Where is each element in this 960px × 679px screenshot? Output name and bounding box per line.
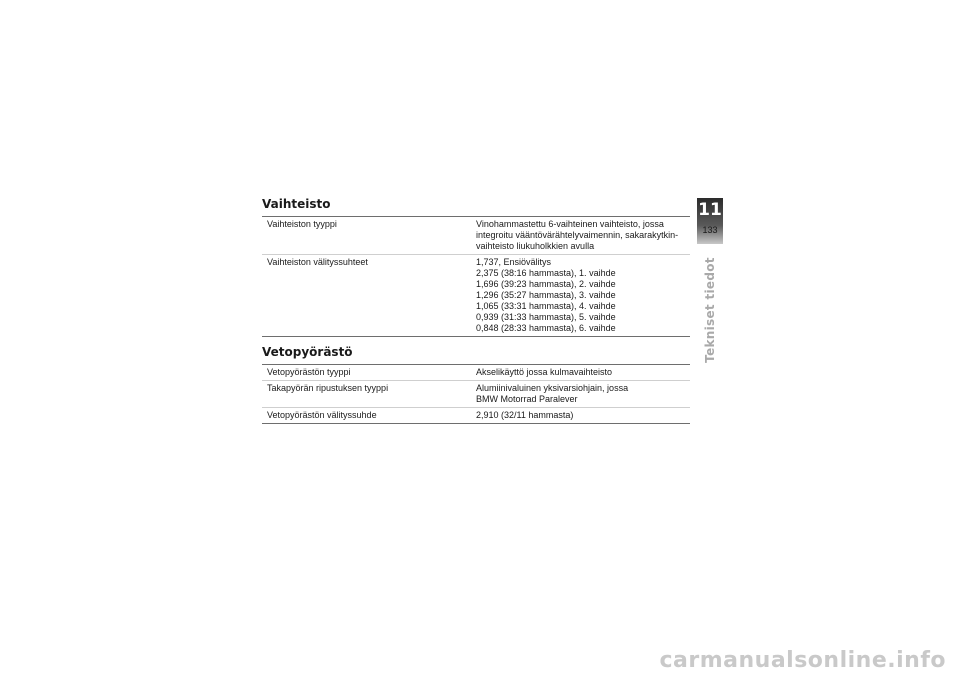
section-vaihteisto bbox=[262, 197, 690, 337]
page-number: 133 bbox=[702, 225, 718, 235]
spec-value-line: Vinohammastettu 6-vaihteinen vaihteisto, jossa bbox=[476, 219, 664, 229]
table-row bbox=[262, 408, 690, 424]
chapter-number: 11 bbox=[698, 200, 722, 220]
watermark: carmanualsonline.info bbox=[659, 648, 946, 673]
spec-value-line: integroitu vääntövärähtelyvaimennin, sakarakytkin- bbox=[476, 230, 679, 240]
section-vetopyorasto bbox=[262, 345, 690, 424]
spec-value-line: 1,696 (39:23 hammasta), 2. vaihde bbox=[476, 279, 616, 289]
table-row bbox=[262, 217, 690, 255]
spec-table bbox=[262, 216, 690, 337]
spec-value bbox=[471, 381, 690, 408]
chapter-side-title: Tekniset tiedot bbox=[703, 257, 717, 363]
section-title: Vetopyörästö bbox=[262, 345, 353, 359]
chapter-tab bbox=[697, 198, 723, 244]
spec-value-line: 1,737, Ensiövälitys bbox=[476, 257, 552, 267]
table-row bbox=[262, 255, 690, 337]
spec-table bbox=[262, 364, 690, 424]
spec-value-line: Alumiinivaluinen yksivarsiohjain, jossa bbox=[476, 383, 629, 393]
spec-label: Vetopyörästön välityssuhde bbox=[262, 408, 471, 424]
spec-value-line: 0,848 (28:33 hammasta), 6. vaihde bbox=[476, 323, 616, 333]
spec-value-line: BMW Motorrad Paralever bbox=[476, 394, 578, 404]
spec-value-line: 2,910 (32/11 hammasta) bbox=[476, 410, 574, 420]
table-row bbox=[262, 381, 690, 408]
spec-value-line: 2,375 (38:16 hammasta), 1. vaihde bbox=[476, 268, 616, 278]
table-row bbox=[262, 365, 690, 381]
spec-label: Vetopyörästön tyyppi bbox=[262, 365, 471, 381]
section-title: Vaihteisto bbox=[262, 197, 331, 211]
spec-value bbox=[471, 408, 690, 424]
spec-value bbox=[471, 217, 690, 255]
spec-value-line: 1,065 (33:31 hammasta), 4. vaihde bbox=[476, 301, 616, 311]
spec-value-line: vaihteisto liukuholkkien avulla bbox=[476, 241, 595, 251]
spec-value-line: 1,296 (35:27 hammasta), 3. vaihde bbox=[476, 290, 616, 300]
spec-label: Vaihteiston tyyppi bbox=[262, 217, 471, 255]
spec-value-line: Akselikäyttö jossa kulmavaihteisto bbox=[476, 367, 613, 377]
spec-value-line: 0,939 (31:33 hammasta), 5. vaihde bbox=[476, 312, 616, 322]
spec-label: Vaihteiston välityssuhteet bbox=[262, 255, 471, 337]
spec-value bbox=[471, 365, 690, 381]
spec-label: Takapyörän ripustuksen tyyppi bbox=[262, 381, 471, 408]
spec-value bbox=[471, 255, 690, 337]
